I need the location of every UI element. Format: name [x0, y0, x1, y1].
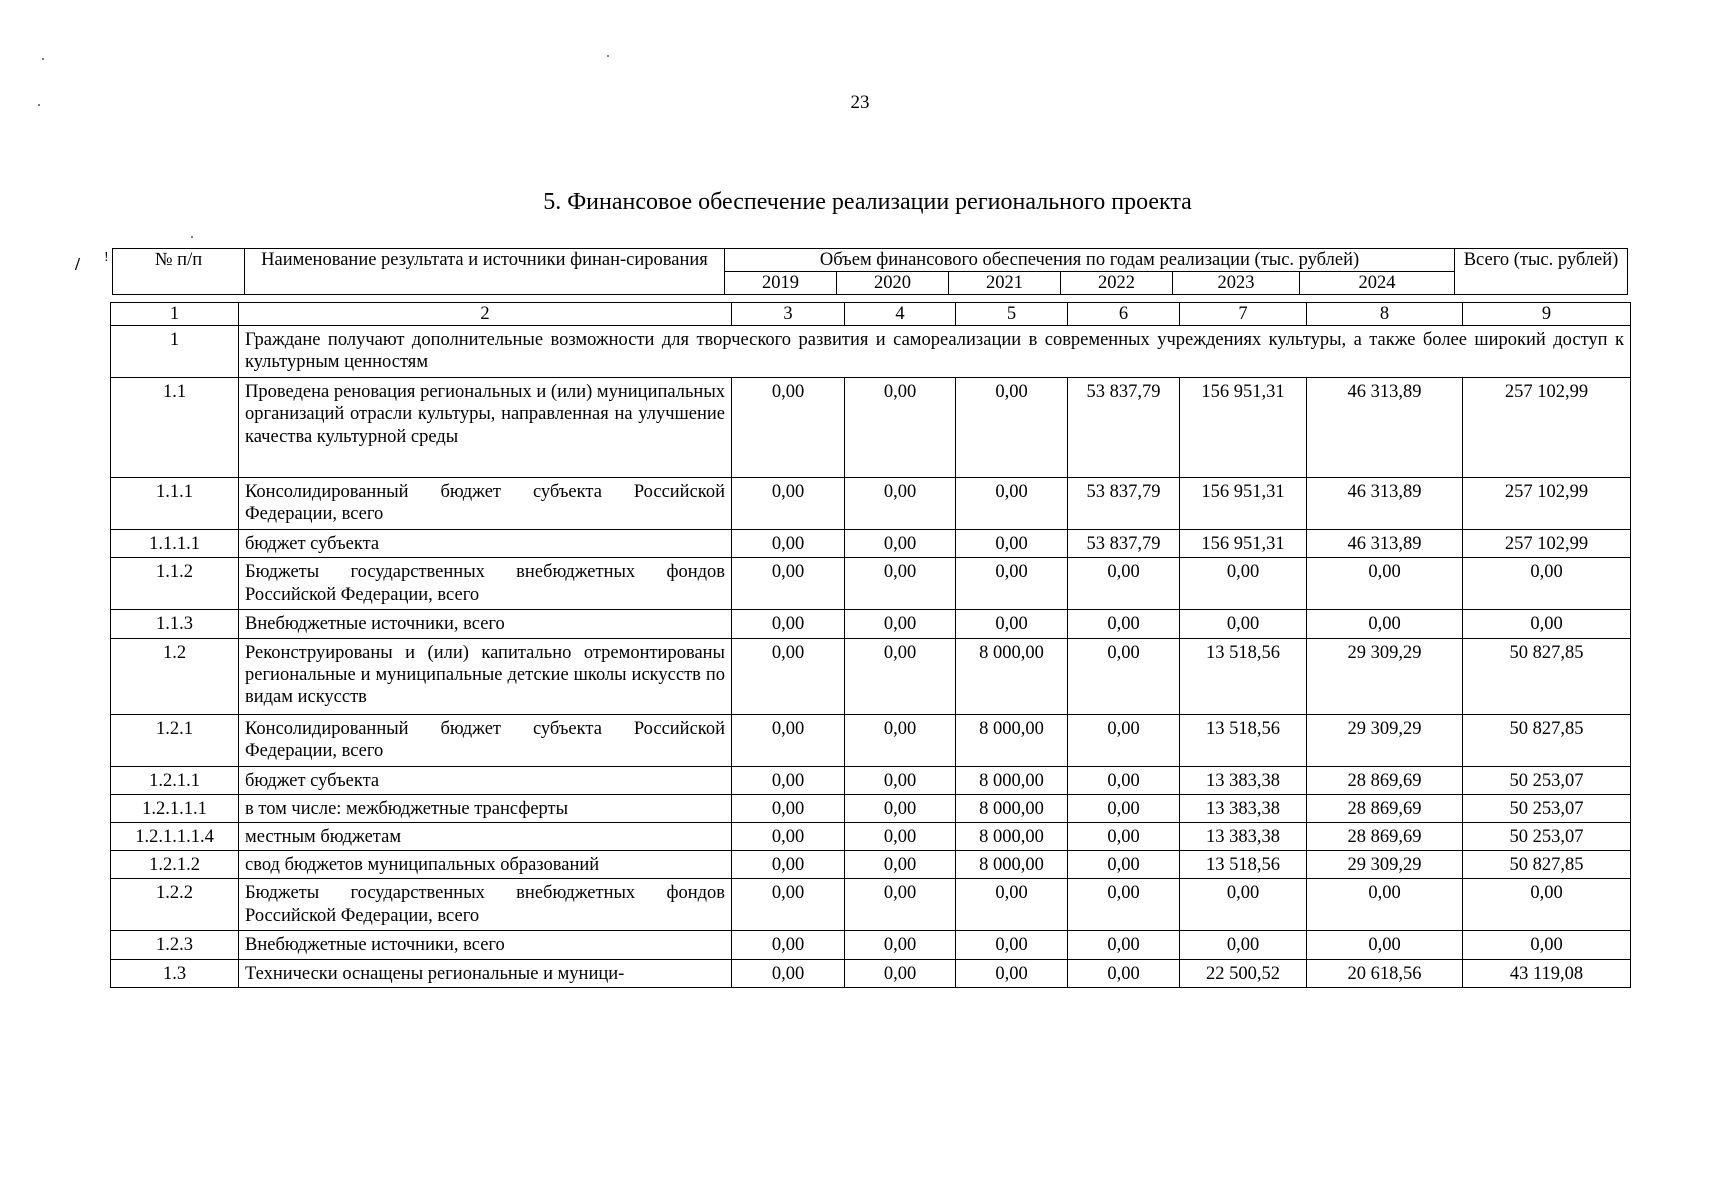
row-number: 1.2.1.2 [111, 851, 239, 879]
section-number: 1 [111, 326, 239, 378]
row-year-value: 0,00 [732, 851, 845, 879]
row-year-value: 0,00 [845, 610, 956, 638]
row-year-value: 0,00 [732, 714, 845, 766]
table-row [111, 959, 1631, 987]
row-number: 1.1.1.1 [111, 530, 239, 558]
row-year-value: 13 383,38 [1180, 766, 1307, 794]
column-number: 8 [1307, 303, 1463, 326]
column-number: 4 [845, 303, 956, 326]
row-year-value: 0,00 [732, 931, 845, 959]
table-row [111, 478, 1631, 530]
row-year-value: 0,00 [845, 851, 956, 879]
row-year-value: 8 000,00 [956, 638, 1068, 714]
row-year-value: 29 309,29 [1307, 638, 1463, 714]
row-year-value: 0,00 [1180, 879, 1307, 931]
table-row [111, 714, 1631, 766]
row-number: 1.2.3 [111, 931, 239, 959]
row-year-value: 0,00 [732, 530, 845, 558]
row-year-value: 0,00 [845, 822, 956, 850]
scan-artifact-mark: ! [104, 250, 109, 265]
row-year-value: 0,00 [1068, 638, 1180, 714]
row-year-value: 0,00 [1307, 931, 1463, 959]
row-year-value: 0,00 [956, 558, 1068, 610]
column-number: 5 [956, 303, 1068, 326]
header-year: 2023 [1173, 272, 1300, 295]
row-year-value: 0,00 [1068, 959, 1180, 987]
row-year-value: 8 000,00 [956, 714, 1068, 766]
row-total-value: 50 253,07 [1463, 766, 1631, 794]
row-year-value: 0,00 [732, 794, 845, 822]
row-year-value: 53 837,79 [1068, 530, 1180, 558]
row-year-value: 13 518,56 [1180, 638, 1307, 714]
row-number: 1.2.1.1 [111, 766, 239, 794]
row-year-value: 0,00 [1307, 558, 1463, 610]
row-year-value: 0,00 [732, 558, 845, 610]
header-name: Наименование результата и источники финан-сирования [245, 249, 725, 295]
table-row [111, 879, 1631, 931]
row-total-value: 50 253,07 [1463, 794, 1631, 822]
row-number: 1.2 [111, 638, 239, 714]
table-header [112, 248, 1628, 295]
scan-artifact-mark: / [75, 254, 81, 274]
row-name: Технически оснащены региональные и муници- [239, 959, 732, 987]
row-year-value: 0,00 [1068, 879, 1180, 931]
row-year-value: 0,00 [845, 638, 956, 714]
row-name: Бюджеты государственных внебюджетных фондов Российской Федерации, всего [239, 558, 732, 610]
row-year-value: 0,00 [845, 530, 956, 558]
row-year-value: 0,00 [1068, 851, 1180, 879]
row-year-value: 46 313,89 [1307, 530, 1463, 558]
row-year-value: 0,00 [845, 558, 956, 610]
row-year-value: 53 837,79 [1068, 478, 1180, 530]
header-year: 2019 [725, 272, 837, 295]
column-number: 9 [1463, 303, 1631, 326]
row-year-value: 0,00 [956, 959, 1068, 987]
row-year-value: 0,00 [1068, 822, 1180, 850]
row-year-value: 0,00 [1307, 610, 1463, 638]
table-row [111, 851, 1631, 879]
financing-table [110, 302, 1631, 988]
row-year-value: 0,00 [956, 478, 1068, 530]
row-number: 1.2.1 [111, 714, 239, 766]
row-total-value: 0,00 [1463, 610, 1631, 638]
row-number: 1.3 [111, 959, 239, 987]
page-number: 23 [850, 92, 870, 113]
row-year-value: 0,00 [1307, 879, 1463, 931]
row-total-value: 257 102,99 [1463, 478, 1631, 530]
row-year-value: 0,00 [1068, 714, 1180, 766]
row-total-value: 50 827,85 [1463, 851, 1631, 879]
column-number: 7 [1180, 303, 1307, 326]
scan-speck [42, 58, 44, 60]
table-row [111, 378, 1631, 478]
row-year-value: 0,00 [732, 378, 845, 478]
row-year-value: 156 951,31 [1180, 378, 1307, 478]
column-numbers-row [111, 303, 1631, 326]
row-total-value: 43 119,08 [1463, 959, 1631, 987]
row-name: Консолидированный бюджет субъекта Российской Федерации, всего [239, 478, 732, 530]
row-number: 1.1.2 [111, 558, 239, 610]
row-year-value: 29 309,29 [1307, 851, 1463, 879]
row-name: бюджет субъекта [239, 766, 732, 794]
row-year-value: 46 313,89 [1307, 478, 1463, 530]
row-number: 1.1.1 [111, 478, 239, 530]
row-year-value: 0,00 [1180, 610, 1307, 638]
row-year-value: 0,00 [956, 378, 1068, 478]
row-year-value: 0,00 [732, 638, 845, 714]
row-name: Внебюджетные источники, всего [239, 931, 732, 959]
row-year-value: 8 000,00 [956, 766, 1068, 794]
section-row [111, 326, 1631, 378]
row-year-value: 156 951,31 [1180, 530, 1307, 558]
row-year-value: 0,00 [1068, 794, 1180, 822]
column-number: 1 [111, 303, 239, 326]
row-year-value: 0,00 [956, 530, 1068, 558]
header-year: 2024 [1300, 272, 1455, 295]
row-year-value: 8 000,00 [956, 822, 1068, 850]
column-number: 3 [732, 303, 845, 326]
column-number: 2 [239, 303, 732, 326]
table-row [111, 558, 1631, 610]
row-name: Внебюджетные источники, всего [239, 610, 732, 638]
row-name: в том числе: межбюджетные трансферты [239, 794, 732, 822]
row-number: 1.2.1.1.1.4 [111, 822, 239, 850]
section-text: Граждане получают дополнительные возможности для творческого развития и самореализации в современных учреждениях культуры, а также более широкий доступ к культурным ценностям [239, 326, 1631, 378]
row-year-value: 0,00 [845, 931, 956, 959]
row-year-value: 0,00 [845, 714, 956, 766]
row-number: 1.1.3 [111, 610, 239, 638]
table-row [111, 931, 1631, 959]
row-total-value: 257 102,99 [1463, 378, 1631, 478]
row-year-value: 28 869,69 [1307, 794, 1463, 822]
row-year-value: 0,00 [845, 959, 956, 987]
row-year-value: 0,00 [956, 931, 1068, 959]
row-name: Реконструированы и (или) капитально отремонтированы региональные и муниципальные детские школы искусств по видам искусств [239, 638, 732, 714]
row-name: Проведена реновация региональных и (или) муниципальных организаций отрасли культуры, направленная на улучшение качества культурной среды [239, 378, 732, 478]
row-year-value: 13 518,56 [1180, 851, 1307, 879]
row-number: 1.1 [111, 378, 239, 478]
column-number: 6 [1068, 303, 1180, 326]
row-year-value: 0,00 [845, 378, 956, 478]
row-year-value: 0,00 [956, 610, 1068, 638]
row-number: 1.2.1.1.1 [111, 794, 239, 822]
row-total-value: 50 827,85 [1463, 638, 1631, 714]
scan-speck [38, 104, 40, 106]
row-year-value: 0,00 [1068, 766, 1180, 794]
row-year-value: 13 518,56 [1180, 714, 1307, 766]
row-year-value: 8 000,00 [956, 851, 1068, 879]
row-year-value: 0,00 [732, 610, 845, 638]
header-num: № п/п [113, 249, 245, 295]
row-year-value: 0,00 [1068, 931, 1180, 959]
row-total-value: 50 253,07 [1463, 822, 1631, 850]
header-year: 2021 [949, 272, 1061, 295]
scan-speck [191, 236, 193, 238]
table-row [111, 794, 1631, 822]
table-rows [111, 378, 1631, 988]
row-number: 1.2.2 [111, 879, 239, 931]
row-total-value: 257 102,99 [1463, 530, 1631, 558]
header-year: 2022 [1061, 272, 1173, 295]
row-year-value: 0,00 [732, 959, 845, 987]
row-total-value: 0,00 [1463, 931, 1631, 959]
row-year-value: 0,00 [1068, 610, 1180, 638]
row-year-value: 0,00 [732, 766, 845, 794]
row-year-value: 0,00 [845, 794, 956, 822]
scan-speck [607, 55, 609, 57]
row-year-value: 8 000,00 [956, 794, 1068, 822]
row-year-value: 0,00 [845, 766, 956, 794]
row-year-value: 0,00 [732, 822, 845, 850]
row-year-value: 0,00 [845, 879, 956, 931]
row-year-value: 0,00 [1180, 558, 1307, 610]
row-year-value: 156 951,31 [1180, 478, 1307, 530]
row-year-value: 20 618,56 [1307, 959, 1463, 987]
table-row [111, 766, 1631, 794]
header-volume: Объем финансового обеспечения по годам реализации (тыс. рублей) [725, 249, 1455, 272]
row-total-value: 0,00 [1463, 879, 1631, 931]
row-year-value: 28 869,69 [1307, 822, 1463, 850]
row-name: Консолидированный бюджет субъекта Российской Федерации, всего [239, 714, 732, 766]
row-year-value: 22 500,52 [1180, 959, 1307, 987]
row-name: Бюджеты государственных внебюджетных фондов Российской Федерации, всего [239, 879, 732, 931]
table-row [111, 610, 1631, 638]
row-year-value: 0,00 [732, 879, 845, 931]
row-name: местным бюджетам [239, 822, 732, 850]
row-year-value: 0,00 [845, 478, 956, 530]
row-total-value: 0,00 [1463, 558, 1631, 610]
row-year-value: 13 383,38 [1180, 794, 1307, 822]
row-total-value: 50 827,85 [1463, 714, 1631, 766]
row-year-value: 13 383,38 [1180, 822, 1307, 850]
row-year-value: 0,00 [1068, 558, 1180, 610]
row-year-value: 0,00 [1180, 931, 1307, 959]
header-total: Всего (тыс. рублей) [1455, 249, 1628, 295]
row-year-value: 53 837,79 [1068, 378, 1180, 478]
row-name: свод бюджетов муниципальных образований [239, 851, 732, 879]
row-name: бюджет субъекта [239, 530, 732, 558]
row-year-value: 29 309,29 [1307, 714, 1463, 766]
table-row [111, 530, 1631, 558]
row-year-value: 28 869,69 [1307, 766, 1463, 794]
header-year: 2020 [837, 272, 949, 295]
row-year-value: 0,00 [732, 478, 845, 530]
table-row [111, 638, 1631, 714]
document-title: 5. Финансовое обеспечение реализации регионального проекта [543, 189, 1192, 215]
row-year-value: 46 313,89 [1307, 378, 1463, 478]
table-row [111, 822, 1631, 850]
row-year-value: 0,00 [956, 879, 1068, 931]
